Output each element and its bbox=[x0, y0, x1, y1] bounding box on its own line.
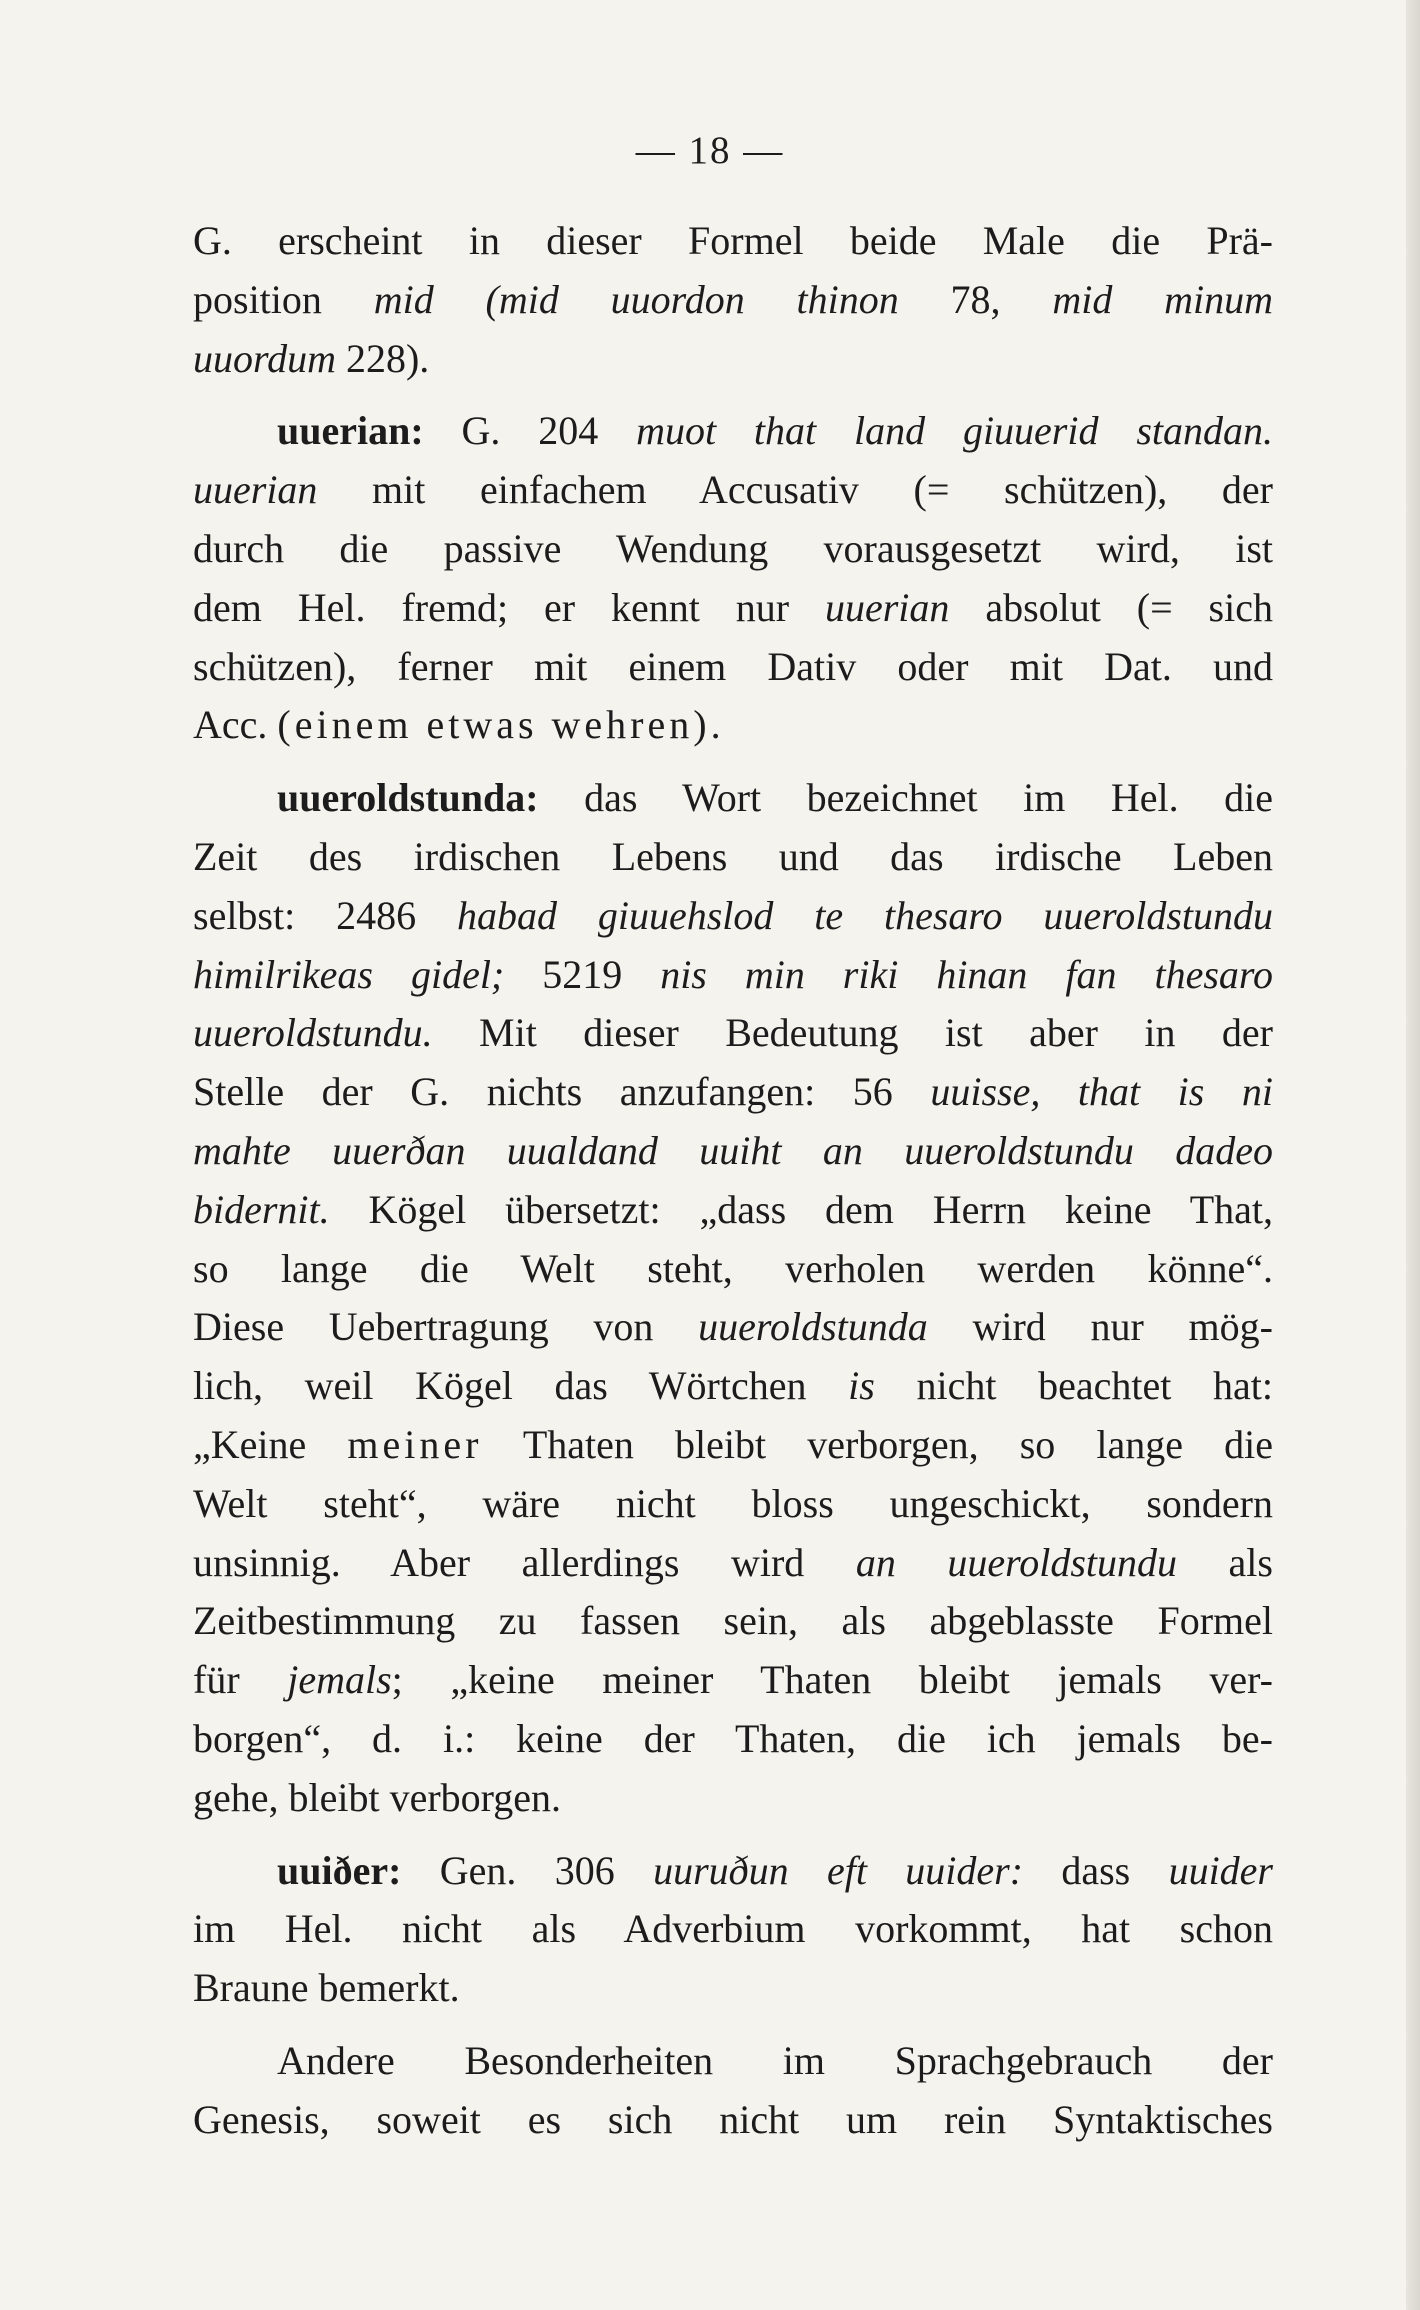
text-line: Andere Besonderheiten im Sprachgebrauch der bbox=[277, 2037, 1273, 2083]
text-line: Acc. (einem etwas wehren). bbox=[193, 702, 725, 748]
text-line: position mid (mid uuordon thinon 78, mid minum bbox=[193, 276, 1273, 322]
text-line: uuerian: G. 204 muot that land giuuerid standan. bbox=[277, 408, 1273, 454]
text-line: so lange die Welt steht, verholen werden könne“. bbox=[193, 1245, 1273, 1291]
text-line: Welt steht“, wäre nicht bloss ungeschickt, sondern bbox=[193, 1480, 1273, 1526]
paragraph-gap bbox=[193, 755, 1273, 769]
text-line: Stelle der G. nichts anzufangen: 56 uuisse, that is ni bbox=[193, 1069, 1273, 1115]
text-line: Genesis, soweit es sich nicht um rein Syntaktisches bbox=[193, 2096, 1273, 2142]
text-line: durch die passive Wendung vorausgesetzt wird, ist bbox=[193, 525, 1273, 571]
text-line: „Keine meiner Thaten bleibt verborgen, so lange die bbox=[193, 1421, 1273, 1467]
paragraph-gap bbox=[193, 1828, 1273, 1842]
text-line: himilrikeas gidel; 5219 nis min riki hinan fan thesaro bbox=[193, 951, 1273, 997]
page-number: — 18 — bbox=[635, 129, 785, 172]
text-line: Zeit des irdischen Lebens und das irdische Leben bbox=[193, 833, 1273, 879]
text-line: G. erscheint in dieser Formel beide Male die Prä- bbox=[193, 218, 1273, 263]
text-line: selbst: 2486 habad giuuehslod te thesaro uueroldstundu bbox=[193, 892, 1273, 938]
paragraph-gap bbox=[193, 388, 1273, 402]
text-line: schützen), ferner mit einem Dativ oder mit Dat. und bbox=[193, 643, 1273, 689]
text-line: mahte uuerðan uualdand uuiht an uueroldstundu dadeo bbox=[193, 1127, 1273, 1173]
text-line: Zeitbestimmung zu fassen sein, als abgeblasste Formel bbox=[193, 1598, 1273, 1644]
text-line: uueroldstundu. Mit dieser Bedeutung ist aber in der bbox=[193, 1010, 1273, 1056]
text-line: uuiðer: Gen. 306 uuruðun eft uuider: dass uuider bbox=[277, 1847, 1273, 1893]
text-line: uuordum 228). bbox=[193, 335, 430, 381]
page-edge bbox=[1406, 0, 1420, 2310]
body-text bbox=[193, 212, 1273, 2150]
text-line: für jemals; „keine meiner Thaten bleibt jemals ver- bbox=[193, 1657, 1273, 1703]
text-line: uueroldstunda: das Wort bezeichnet im Hel. die bbox=[277, 775, 1273, 821]
text-line: gehe, bleibt verborgen. bbox=[193, 1774, 562, 1820]
text-line: lich, weil Kögel das Wörtchen is nicht beachtet hat: bbox=[193, 1363, 1273, 1409]
text-line: im Hel. nicht als Adverbium vorkommt, hat schon bbox=[193, 1906, 1273, 1952]
text-line: unsinnig. Aber allerdings wird an uueroldstundu als bbox=[193, 1539, 1273, 1585]
paragraph-gap bbox=[193, 2018, 1273, 2032]
text-line: dem Hel. fremd; er kennt nur uuerian absolut (= sich bbox=[193, 584, 1273, 630]
text-line: uuerian mit einfachem Accusativ (= schützen), der bbox=[193, 467, 1273, 513]
text-line: Diese Uebertragung von uueroldstunda wird nur mög- bbox=[193, 1304, 1273, 1350]
text-line: Braune bemerkt. bbox=[193, 1965, 460, 2011]
text-line: borgen“, d. i.: keine der Thaten, die ich jemals be- bbox=[193, 1715, 1273, 1761]
text-line: bidernit. Kögel übersetzt: „dass dem Herrn keine That, bbox=[193, 1186, 1273, 1232]
